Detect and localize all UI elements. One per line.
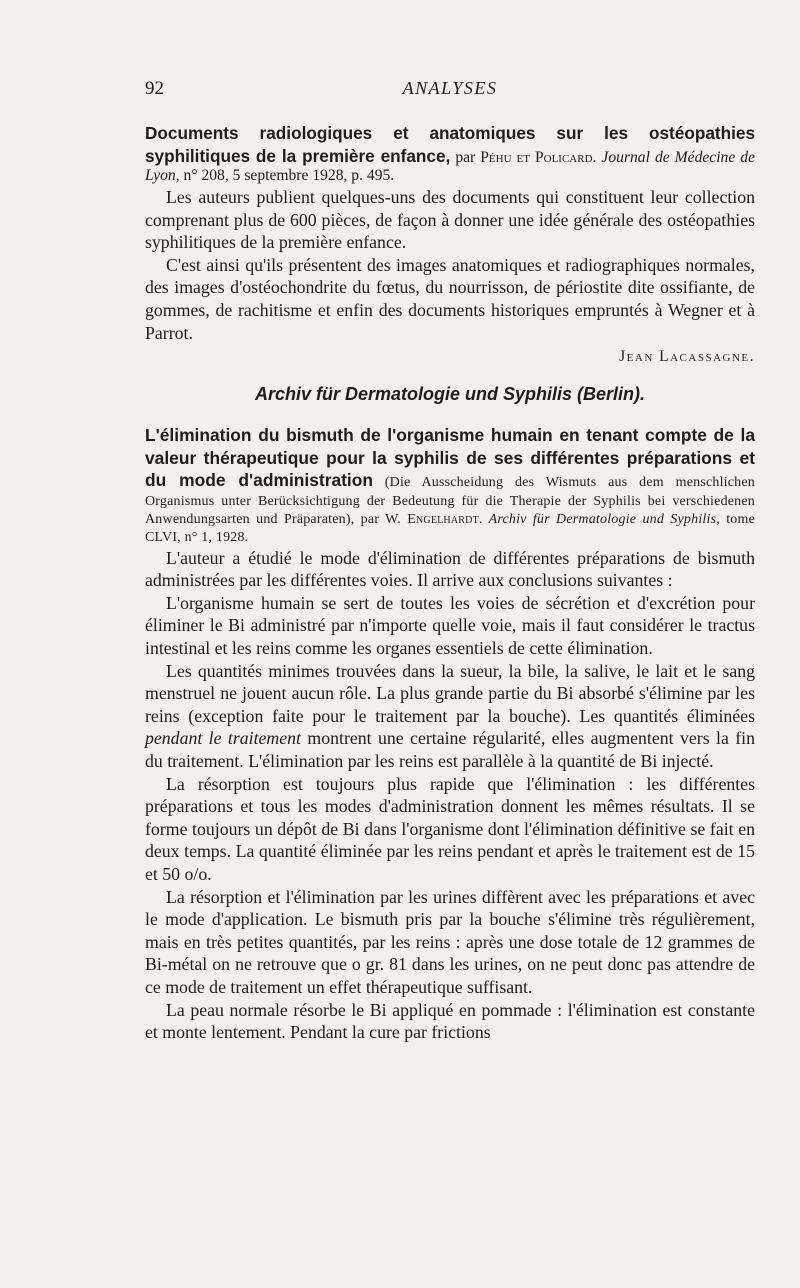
article-2-title: L'élimination du bismuth de l'organisme humain en tenant compte de la valeur thérapeutique pour la syphilis de ses différentes préparations et du mode d'administration — [145, 425, 755, 491]
article-2-paragraph: La peau normale résorbe le Bi appliqué en pommade : l'élimination est constante et monte lentement. Pendant la cure par frictions — [145, 999, 755, 1043]
page-number: 92 — [145, 78, 164, 99]
article-2-heading — [145, 424, 755, 546]
article-1-ref-par: par — [450, 148, 481, 166]
article-2-author: Engelhardt. — [407, 511, 483, 527]
article-1-authors: Péhu et Policard. — [480, 148, 597, 166]
journal-heading: Archiv für Dermatologie und Syphilis (Berlin). — [254, 384, 646, 405]
article-2-journal: Archiv für Dermatologie und Syphilis, — [482, 511, 720, 527]
page-header — [145, 78, 755, 104]
article-2-p3-italic: pendant le traitement — [145, 728, 301, 749]
article-2-ref-par: par W. — [354, 511, 408, 527]
article-1-paragraph: C'est ainsi qu'ils présentent des images anatomiques et radiographiques normales, des images d'ostéochondrite du fœtus, du nourrisson, de périostite dite ossifiante, de gommes, de rachitisme et enfin des documents historiques empruntés à Wegner et à Parrot. — [145, 254, 755, 343]
article-2-paragraph: La résorption et l'élimination par les urines diffèrent avec les préparations et avec le mode d'application. Le bismuth pris par la bouche s'élimine très régulièrement, mais en très petites quantités, par les reins : après une dose totale de 12 grammes de Bi-métal on ne retrouve que o gr. 81 dans les urines, on ne peut donc pas attendre de ce mode de traitement un effet thérapeutique suffisant. — [145, 886, 755, 997]
article-2-paragraph: La résorption est toujours plus rapide que l'élimination : les différentes préparations et tous les modes d'administration donnent les mêmes résultats. Il se forme toujours un dépôt de Bi dans l'organisme dont l'élimination définitive se fait en deux temps. La quantité éliminée par les reins pendant et après le traitement est de 15 et 50 o/o. — [145, 773, 755, 884]
article-1-ref-rest: n° 208, 5 septembre 1928, p. 495. — [179, 167, 395, 184]
article-1-heading — [145, 122, 755, 185]
article-2-p3-before: Les quantités minimes trouvées dans la sueur, la bile, la salive, le lait et le sang menstruel ne jouent aucun rôle. La plus grande partie du Bi absorbé s'élimine par les reins (exception faite pour le traitement par la bouche). Les quantités éliminées — [145, 660, 755, 726]
page-body — [145, 122, 755, 1044]
article-2-german-title: (Die Ausscheidung des Wismuts aus dem menschlichen Organismus unter Berücksichtigung der Bedeutung für die Therapie der Syphilis bei verschiedenen Anwendungsarten und Präparaten), — [145, 475, 755, 527]
article-1-paragraph: Les auteurs publient quelques-uns des documents qui constituent leur collection comprenant plus de 600 pièces, de façon à donner une idée générale des ostéopathies syphilitiques de la première enfance. — [145, 187, 755, 253]
article-2-paragraph: L'auteur a étudié le mode d'élimination de différentes préparations de bismuth administrées par les différentes voies. Il arrive aux conclusions suivantes : — [145, 547, 755, 591]
article-2-paragraph: L'organisme humain se sert de toutes les voies de sécrétion et d'excrétion pour éliminer le Bi administré par n'importe quelle voie, mais il faut considérer le tractus intestinal et les reins comme les organes essentiels de cette élimination. — [145, 592, 755, 659]
article-2-paragraph — [145, 660, 755, 773]
article-1-journal: Journal de Médecine de Lyon, — [145, 148, 755, 184]
running-head: ANALYSES — [402, 78, 498, 98]
article-1-signature: Jean Lacassagne. — [619, 348, 755, 366]
article-2-p3-after: montrent une certaine régularité, elles augmentent vers la fin du traitement. L'élimination par les reins est parallèle à la quantité de Bi injecté. — [145, 728, 755, 771]
article-1-title: Documents radiologiques et anatomiques sur les ostéopathies syphilitiques de la première enfance, — [145, 123, 755, 166]
article-2-ref-rest: tome CLVI, n° 1, 1928. — [145, 511, 755, 545]
